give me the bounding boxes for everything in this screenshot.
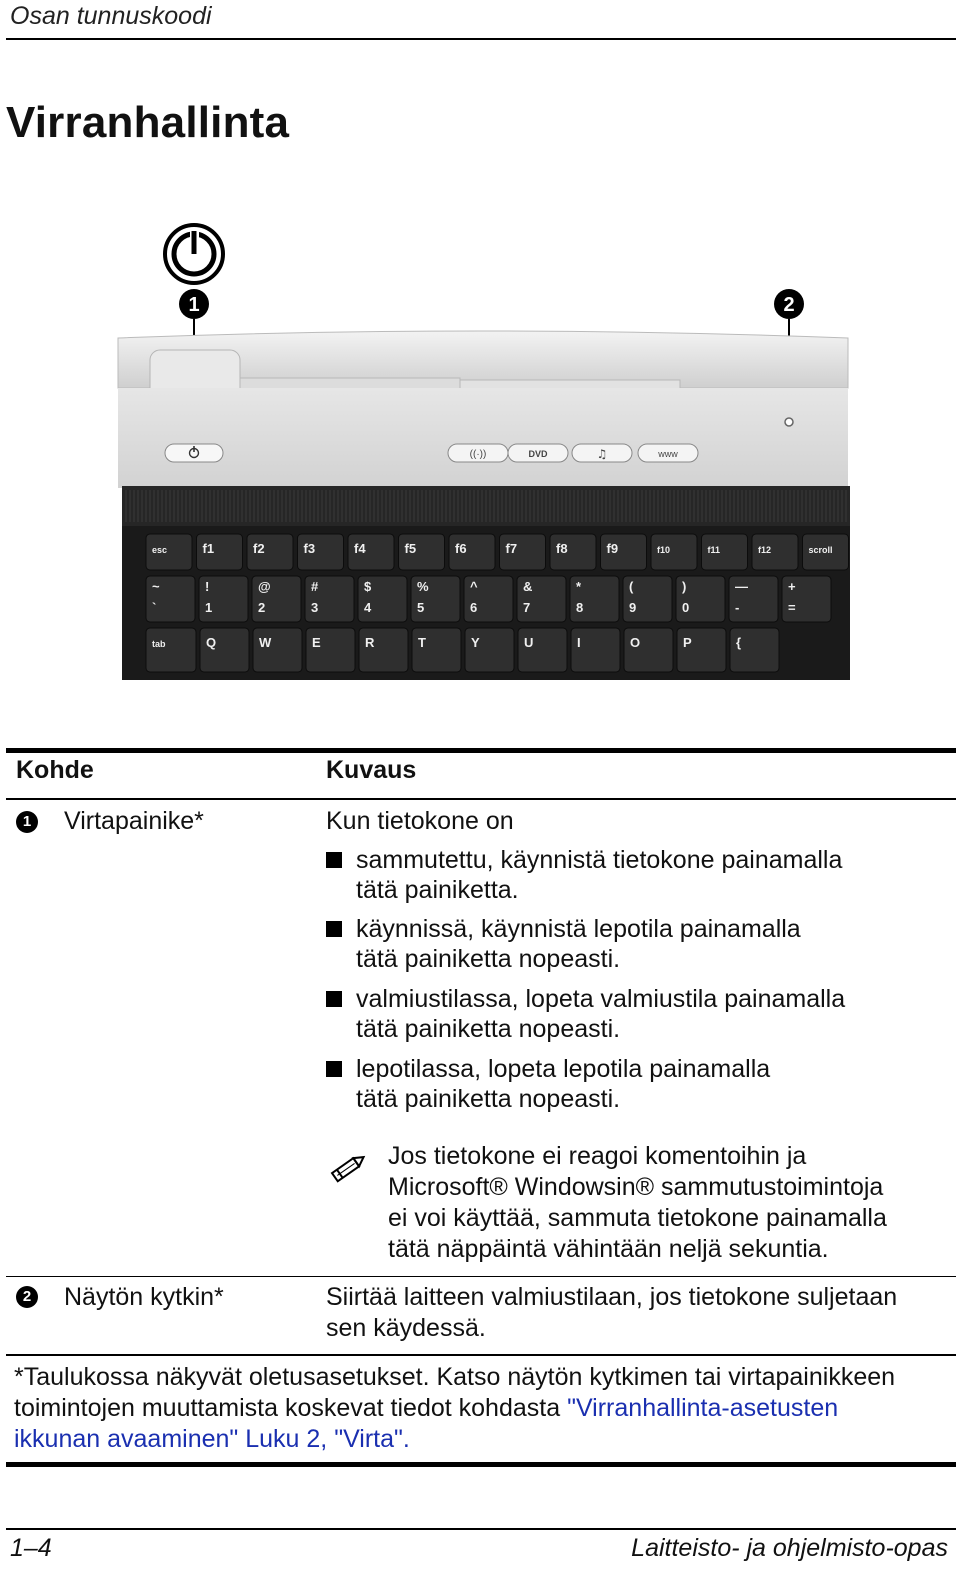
number-key xyxy=(358,576,407,622)
display-switch-icon xyxy=(785,418,793,426)
number-key xyxy=(676,576,725,622)
letter-key xyxy=(412,628,461,672)
svg-text:Y: Y xyxy=(471,635,480,650)
bullet-square-icon xyxy=(326,991,342,1007)
svg-text:O: O xyxy=(630,635,641,650)
table-header-rule xyxy=(6,798,956,800)
svg-text:4: 4 xyxy=(364,600,372,615)
function-key xyxy=(449,534,495,570)
number-key xyxy=(464,576,513,622)
running-header: Osan tunnuskoodi xyxy=(10,2,212,30)
footnote-rule xyxy=(6,1354,956,1356)
function-key xyxy=(500,534,546,570)
svg-text:f5: f5 xyxy=(404,541,417,556)
callout-2-icon: 2 xyxy=(16,1286,38,1308)
svg-text:!: ! xyxy=(205,579,210,594)
letter-key xyxy=(730,628,779,672)
function-key xyxy=(146,534,192,570)
function-key xyxy=(197,534,243,570)
footnote-text xyxy=(14,1393,838,1424)
svg-text:R: R xyxy=(365,635,375,650)
svg-text:f3: f3 xyxy=(303,541,316,556)
bullet-text: valmiustilassa, lopeta valmiustila painamalla xyxy=(356,985,846,1013)
letter-key xyxy=(571,628,620,672)
svg-text:&: & xyxy=(523,579,533,594)
svg-text:~: ~ xyxy=(152,579,160,594)
page-number: 1–4 xyxy=(10,1534,52,1562)
svg-text:T: T xyxy=(418,635,426,650)
footnote-text-segment: toimintojen muuttamista koskevat tiedot kohdasta xyxy=(14,1394,568,1422)
svg-text:f11: f11 xyxy=(707,545,721,555)
description-text: sen käydessä. xyxy=(326,1314,486,1342)
note-pencil-icon xyxy=(326,1146,370,1190)
bullet-text: käynnissä, käynnistä lepotila painamalla xyxy=(356,915,801,943)
svg-text:scroll: scroll xyxy=(808,545,833,555)
number-key xyxy=(782,576,831,622)
number-key xyxy=(146,576,195,622)
svg-text:f1: f1 xyxy=(202,541,215,556)
svg-text:7: 7 xyxy=(523,600,531,615)
svg-text:(: ( xyxy=(629,579,634,594)
svg-text:f4: f4 xyxy=(354,541,366,556)
svg-text:f6: f6 xyxy=(455,541,467,556)
bullet-text: tätä painiketta nopeasti. xyxy=(356,945,621,973)
svg-text:W: W xyxy=(259,635,272,650)
svg-text:esc: esc xyxy=(152,545,168,555)
power-symbol-icon xyxy=(165,225,223,283)
svg-text:f12: f12 xyxy=(758,545,772,555)
svg-text:I: I xyxy=(577,635,581,650)
note-text: Microsoft® Windowsin® sammutustoimintoja xyxy=(388,1173,884,1201)
letter-key xyxy=(518,628,567,672)
function-key xyxy=(298,534,344,570)
number-key xyxy=(252,576,301,622)
number-key xyxy=(570,576,619,622)
footer-rule xyxy=(6,1528,956,1530)
function-key xyxy=(550,534,596,570)
function-key xyxy=(752,534,798,570)
svg-text:{: { xyxy=(736,635,742,650)
function-key xyxy=(651,534,697,570)
footnote-text: *Taulukossa näkyvät oletusasetukset. Katso näytön kytkimen tai virtapainikkeen xyxy=(14,1363,896,1391)
number-key xyxy=(623,576,672,622)
svg-text:#: # xyxy=(311,579,319,594)
svg-text:0: 0 xyxy=(682,600,690,615)
svg-text:U: U xyxy=(524,635,534,650)
function-key xyxy=(348,534,394,570)
note-text: Jos tietokone ei reagoi komentoihin ja xyxy=(388,1142,807,1170)
bullet-text: sammutettu, käynnistä tietokone painamalla xyxy=(356,846,843,874)
note-text: tätä näppäintä vähintään neljä sekuntia. xyxy=(388,1235,829,1263)
item-name-display-switch: Näytön kytkin* xyxy=(64,1283,224,1311)
letter-key xyxy=(253,628,302,672)
function-key xyxy=(247,534,293,570)
note-text: ei voi käyttää, sammuta tietokone painamalla xyxy=(388,1204,887,1232)
callout-1-icon: 1 xyxy=(16,811,38,833)
column-header-description: Kuvaus xyxy=(326,756,417,784)
svg-text:+: + xyxy=(788,579,796,594)
svg-text:$: $ xyxy=(364,579,372,594)
svg-text:): ) xyxy=(682,579,687,594)
description-intro: Kun tietokone on xyxy=(326,807,514,835)
svg-text:f8: f8 xyxy=(556,541,568,556)
svg-text:tab: tab xyxy=(152,639,166,649)
svg-text:2: 2 xyxy=(258,600,266,615)
svg-text:%: % xyxy=(417,579,429,594)
page-title: Virranhallinta xyxy=(6,98,290,147)
cross-reference-link[interactable]: ikkunan avaaminen" Luku 2, "Virta". xyxy=(14,1425,410,1453)
bullet-square-icon xyxy=(326,1061,342,1077)
letter-key xyxy=(624,628,673,672)
function-key xyxy=(601,534,647,570)
svg-text:—: — xyxy=(735,579,748,594)
description-text: Siirtää laitteen valmiustilaan, jos tietokone suljetaan xyxy=(326,1283,898,1311)
laptop-power-illustration xyxy=(110,220,850,690)
bullet-square-icon xyxy=(326,921,342,937)
table-top-rule xyxy=(6,748,956,753)
header-rule xyxy=(6,38,956,40)
svg-text:^: ^ xyxy=(470,579,478,594)
letter-key xyxy=(359,628,408,672)
letter-key xyxy=(200,628,249,672)
column-header-item: Kohde xyxy=(16,756,94,784)
svg-text:f9: f9 xyxy=(606,541,619,556)
svg-text:2: 2 xyxy=(783,294,795,316)
item-name-power-button: Virtapainike* xyxy=(64,807,204,835)
bullet-square-icon xyxy=(326,852,342,868)
svg-text:f2: f2 xyxy=(253,541,265,556)
callout-1-marker xyxy=(179,289,209,319)
letter-key xyxy=(465,628,514,672)
power-button-icon xyxy=(165,444,223,462)
svg-text:P: P xyxy=(683,635,692,650)
cross-reference-link[interactable]: "Virranhallinta-asetusten xyxy=(567,1394,839,1422)
svg-text:DVD: DVD xyxy=(528,449,548,459)
svg-text:1: 1 xyxy=(188,294,200,316)
number-key xyxy=(199,576,248,622)
svg-text:3: 3 xyxy=(311,600,319,615)
svg-text:@: @ xyxy=(258,579,271,594)
function-key xyxy=(702,534,748,570)
svg-text:1: 1 xyxy=(205,600,213,615)
svg-text:♫: ♫ xyxy=(596,447,608,461)
svg-text:=: = xyxy=(788,600,796,615)
svg-text:((·)): ((·)) xyxy=(469,449,487,460)
svg-text:9: 9 xyxy=(629,600,637,615)
number-key xyxy=(411,576,460,622)
callout-2-marker xyxy=(774,289,804,319)
function-key xyxy=(399,534,445,570)
letter-key xyxy=(146,628,196,672)
svg-text:f7: f7 xyxy=(505,541,518,556)
svg-text:6: 6 xyxy=(470,600,478,615)
number-key xyxy=(305,576,354,622)
svg-text:`: ` xyxy=(152,600,157,615)
svg-text:Q: Q xyxy=(206,635,217,650)
number-key xyxy=(729,576,778,622)
svg-text:5: 5 xyxy=(417,600,425,615)
row-divider xyxy=(6,1276,956,1277)
bullet-text: tätä painiketta nopeasti. xyxy=(356,1015,621,1043)
bullet-text: lepotilassa, lopeta lepotila painamalla xyxy=(356,1055,771,1083)
book-title: Laitteisto- ja ohjelmisto-opas xyxy=(631,1534,948,1562)
bullet-text: tätä painiketta nopeasti. xyxy=(356,1085,621,1113)
letter-key xyxy=(306,628,355,672)
letter-key xyxy=(677,628,726,672)
svg-text:f10: f10 xyxy=(657,545,671,555)
svg-text:8: 8 xyxy=(576,600,584,615)
number-key xyxy=(517,576,566,622)
svg-text:E: E xyxy=(312,635,321,650)
bullet-text: tätä painiketta. xyxy=(356,876,519,904)
svg-text:www: www xyxy=(658,449,678,459)
table-bottom-rule xyxy=(6,1462,956,1467)
svg-text:-: - xyxy=(735,600,740,615)
function-key xyxy=(803,534,849,570)
svg-text:*: * xyxy=(576,579,582,594)
